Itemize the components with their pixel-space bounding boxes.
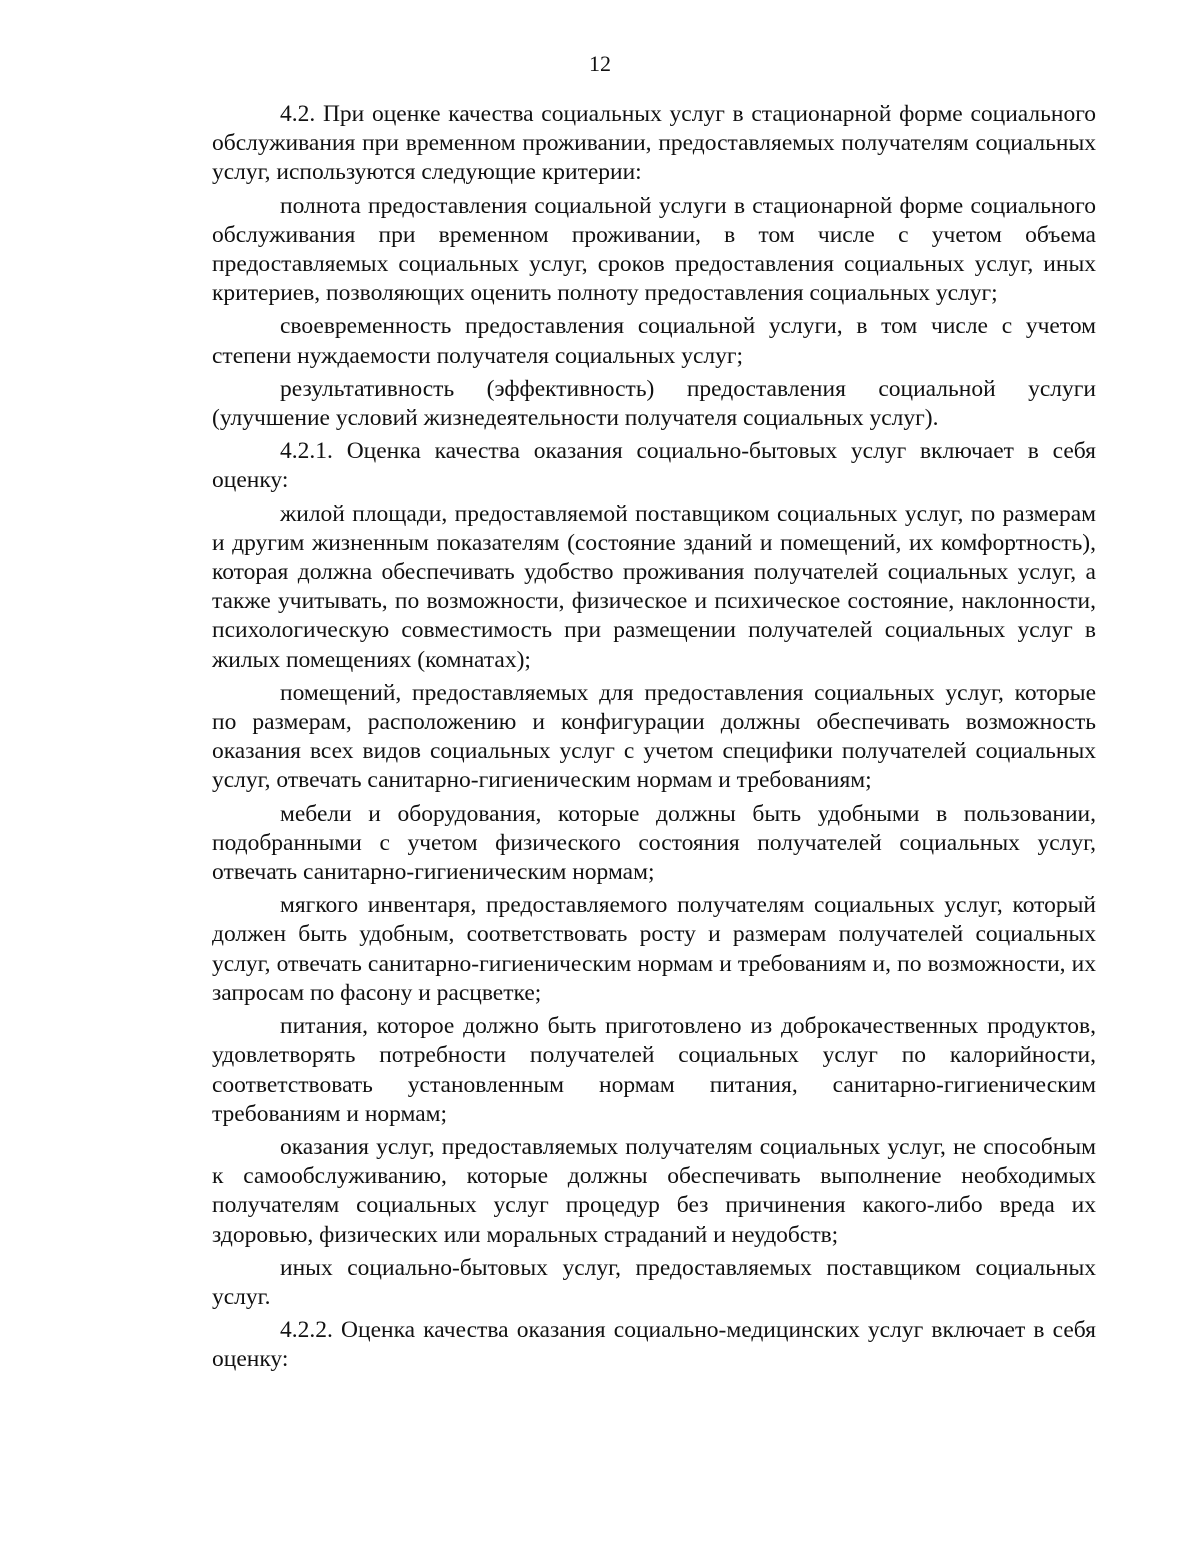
paragraph-self-care-services: оказания услуг, предоставляемых получателям социальных услуг, не способным к самообслуживанию, которые должны обеспечивать выполнение необходимых получателям социальных услуг процедур без причинения какого-либо вреда их здоровью, физических или моральных страданий и неудобств; — [212, 1133, 1096, 1248]
paragraph-soft-inventory: мягкого инвентаря, предоставляемого получателям социальных услуг, который должен быть удобным, соответствовать росту и размерам получателей социальных услуг, отвечать санитарно-гигиеническим нормам и требованиям и, по возможности, их запросам по фасону и расцветке; — [212, 892, 1096, 1006]
paragraph-nutrition: питания, которое должно быть приготовлено из доброкачественных продуктов, удовлетворять потребности получателей социальных услуг по калорийности, соответствовать установленным нормам питания, санитарно-гигиеническим требованиям и нормам; — [212, 1013, 1096, 1127]
paragraph-criterion-effectiveness: результативность (эффективность) предоставления социальной услуги (улучшение условий жизнедеятельности получателя социальных услуг). — [212, 375, 1096, 432]
paragraph-criterion-completeness: полнота предоставления социальной услуги в стационарной форме социального обслуживания при временном проживании, в том числе с учетом объема предоставляемых социальных услуг, сроков предоставления социальных услуг, иных критериев, позволяющих оценить полноту предоставления социальных услуг; — [212, 192, 1096, 307]
paragraph-4-2-2: 4.2.2. Оценка качества оказания социально-медицинских услуг включает в себя оценку: — [212, 1317, 1096, 1373]
paragraph-4-2-1: 4.2.1. Оценка качества оказания социально-бытовых услуг включает в себя оценку: — [212, 438, 1096, 494]
paragraph-furniture: мебели и оборудования, которые должны быть удобными в пользовании, подобранными с учетом физического состояния получателей социальных услуг, отвечать санитарно-гигиеническим нормам; — [212, 800, 1096, 886]
paragraph-other-services: иных социально-бытовых услуг, предоставляемых поставщиком социальных услуг. — [212, 1254, 1096, 1310]
paragraph-premises: помещений, предоставляемых для предоставления социальных услуг, которые по размерам, расположению и конфигурации должны обеспечивать возможность оказания всех видов социальных услуг с учетом специфики получателей социальных услуг, отвечать санитарно-гигиеническим нормам и требованиям; — [212, 679, 1096, 794]
paragraph-4-2: 4.2. При оценке качества социальных услуг в стационарной форме социального обслуживания при временном проживании, предоставляемых получателям социальных услуг, используются следующие критерии: — [212, 101, 1096, 186]
paragraph-living-space: жилой площади, предоставляемой поставщиком социальных услуг, по размерам и другим жизненным показателям (состояние зданий и помещений, их комфортность), которая должна обеспечивать удобство проживания получателей социальных услуг, а также учитывать, по возможности, физическое и психическое состояние, наклонности, психологическую совместимость при размещении получателей социальных услуг в жилых помещениях (комнатах); — [212, 500, 1096, 673]
paragraph-criterion-timeliness: своевременность предоставления социальной услуги, в том числе с учетом степени нуждаемости получателя социальных услуг; — [212, 313, 1096, 369]
page-number: 12 — [589, 51, 611, 76]
document-body — [212, 100, 1096, 1379]
